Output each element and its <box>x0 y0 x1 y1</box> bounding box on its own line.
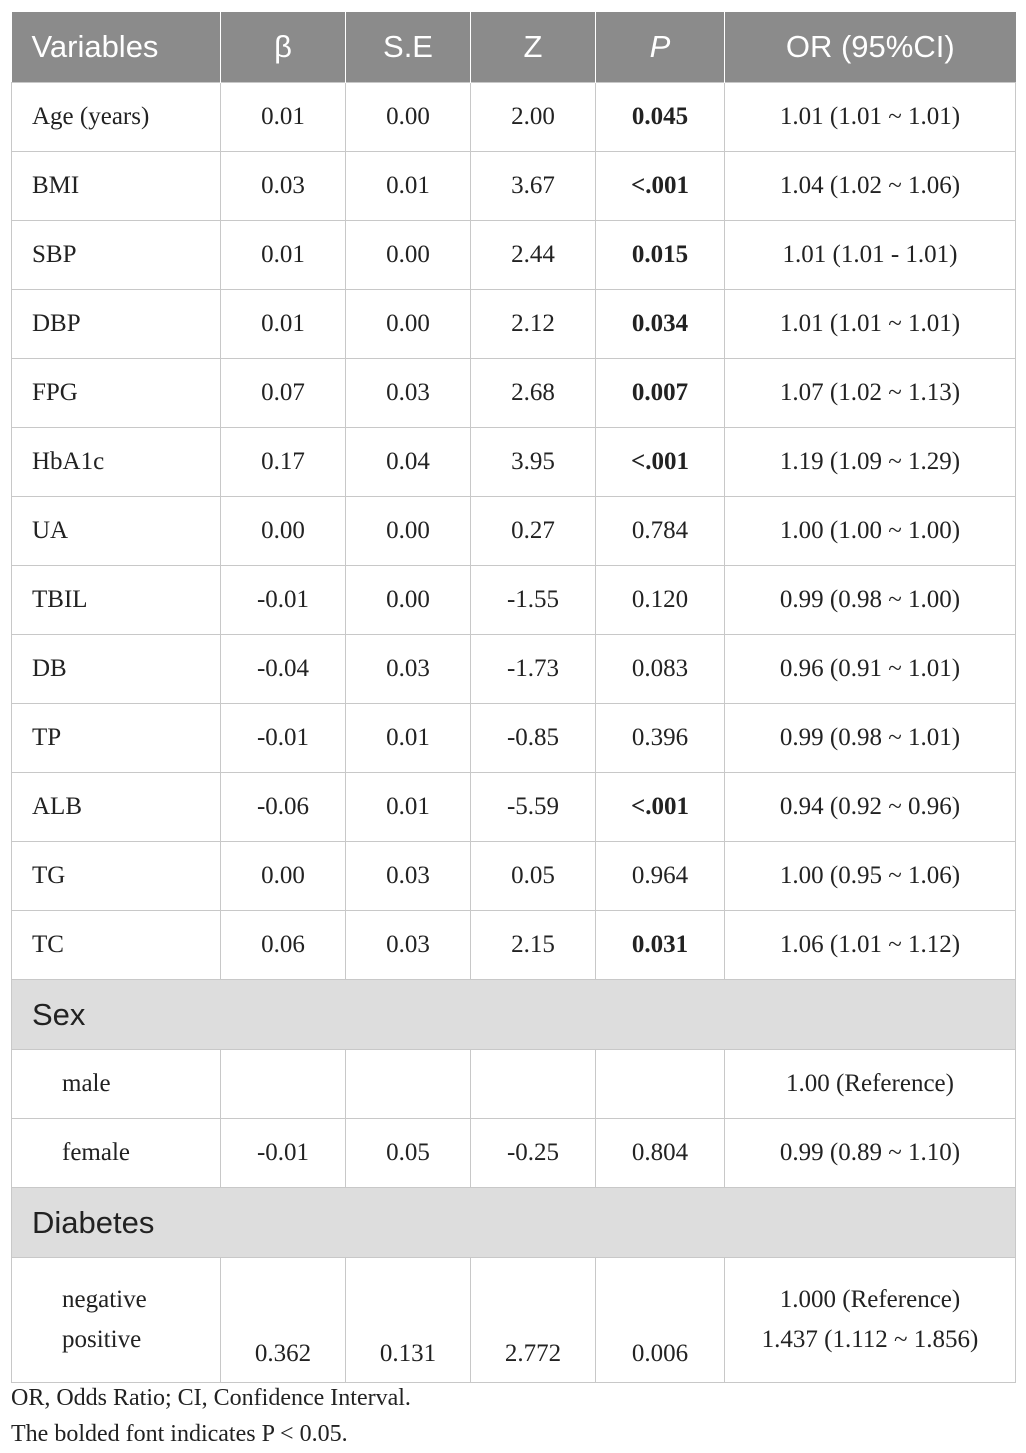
header-variables: Variables <box>12 12 221 83</box>
cell-z: 2.15 <box>471 911 596 980</box>
cell-p: 0.006 <box>596 1258 725 1383</box>
footnote-abbreviations: OR, Odds Ratio; CI, Confidence Interval. <box>11 1385 411 1411</box>
cell-z: -5.59 <box>471 773 596 842</box>
cell-se: 0.01 <box>346 773 471 842</box>
cell-or: 1.01 (1.01 ~ 1.01) <box>725 83 1016 152</box>
cell-se: 0.01 <box>346 152 471 221</box>
cell-or: 1.04 (1.02 ~ 1.06) <box>725 152 1016 221</box>
cell-se: 0.01 <box>346 704 471 773</box>
table-row <box>12 635 1016 704</box>
table-row <box>12 566 1016 635</box>
cell-p: <.001 <box>596 773 725 842</box>
table-row <box>12 842 1016 911</box>
cell-beta: 0.01 <box>221 83 346 152</box>
cell-p: 0.784 <box>596 497 725 566</box>
cell-se: 0.03 <box>346 359 471 428</box>
cell-z: 3.95 <box>471 428 596 497</box>
section-label-sex: Sex <box>12 980 1016 1050</box>
cell-variable: FPG <box>12 359 221 428</box>
cell-variable: BMI <box>12 152 221 221</box>
cell-z: -0.85 <box>471 704 596 773</box>
cell-variable: TBIL <box>12 566 221 635</box>
cell-p <box>596 1050 725 1119</box>
cell-variable: female <box>12 1119 221 1188</box>
cell-variable: DB <box>12 635 221 704</box>
cell-beta: -0.01 <box>221 1119 346 1188</box>
cell-or: 0.99 (0.98 ~ 1.01) <box>725 704 1016 773</box>
cell-beta: 0.362 <box>221 1258 346 1383</box>
cell-z: -1.55 <box>471 566 596 635</box>
table-row <box>12 290 1016 359</box>
table-row <box>12 359 1016 428</box>
or-positive: 1.437 (1.112 ~ 1.856) <box>761 1326 979 1353</box>
cell-p: <.001 <box>596 428 725 497</box>
cell-p: 0.396 <box>596 704 725 773</box>
header-row <box>12 12 1016 83</box>
cell-beta: -0.01 <box>221 704 346 773</box>
table-row <box>12 704 1016 773</box>
cell-p: 0.045 <box>596 83 725 152</box>
cell-or: 1.00 (Reference) <box>725 1050 1016 1119</box>
cell-p: <.001 <box>596 152 725 221</box>
cell-variable: TP <box>12 704 221 773</box>
cell-or: 1.01 (1.01 - 1.01) <box>725 221 1016 290</box>
cell-se <box>346 1050 471 1119</box>
header-se: S.E <box>346 12 471 83</box>
cell-se: 0.05 <box>346 1119 471 1188</box>
table-row-diabetes-levels <box>12 1258 1016 1383</box>
cell-se: 0.03 <box>346 842 471 911</box>
table-row <box>12 83 1016 152</box>
cell-beta: 0.07 <box>221 359 346 428</box>
cell-z <box>471 1050 596 1119</box>
cell-variable: HbA1c <box>12 428 221 497</box>
header-z: Z <box>471 12 596 83</box>
table-body <box>12 83 1016 980</box>
cell-p: 0.804 <box>596 1119 725 1188</box>
cell-z: 0.05 <box>471 842 596 911</box>
cell-variable: TG <box>12 842 221 911</box>
cell-variable: Age (years) <box>12 83 221 152</box>
cell-se: 0.00 <box>346 221 471 290</box>
cell-z: 3.67 <box>471 152 596 221</box>
cell-se: 0.00 <box>346 83 471 152</box>
cell-z: -0.25 <box>471 1119 596 1188</box>
cell-beta: 0.03 <box>221 152 346 221</box>
cell-se: 0.03 <box>346 635 471 704</box>
cell-variable: ALB <box>12 773 221 842</box>
cell-beta: 0.06 <box>221 911 346 980</box>
cell-beta: -0.01 <box>221 566 346 635</box>
cell-variable: SBP <box>12 221 221 290</box>
cell-beta <box>221 1050 346 1119</box>
cell-or: 1.01 (1.01 ~ 1.01) <box>725 290 1016 359</box>
cell-beta: 0.01 <box>221 221 346 290</box>
table-row <box>12 497 1016 566</box>
cell-z: -1.73 <box>471 635 596 704</box>
cell-z: 2.44 <box>471 221 596 290</box>
cell-variable: TC <box>12 911 221 980</box>
table-row <box>12 152 1016 221</box>
cell-p: 0.034 <box>596 290 725 359</box>
cell-or: 1.00 (0.95 ~ 1.06) <box>725 842 1016 911</box>
table-row <box>12 221 1016 290</box>
cell-variable: UA <box>12 497 221 566</box>
cell-beta: 0.17 <box>221 428 346 497</box>
regression-table <box>11 12 1016 1383</box>
header-beta: β <box>221 12 346 83</box>
footnote-bold: The bolded font indicates P < 0.05. <box>11 1421 348 1447</box>
cell-variable <box>12 1258 221 1383</box>
cell-se: 0.04 <box>346 428 471 497</box>
cell-beta: 0.01 <box>221 290 346 359</box>
cell-or <box>725 1258 1016 1383</box>
section-row-diabetes <box>12 1188 1016 1258</box>
or-negative: 1.000 (Reference) <box>779 1286 961 1313</box>
header-or: OR (95%CI) <box>725 12 1016 83</box>
cell-se: 0.00 <box>346 497 471 566</box>
cell-or: 0.99 (0.89 ~ 1.10) <box>725 1119 1016 1188</box>
cell-p: 0.083 <box>596 635 725 704</box>
cell-or: 0.96 (0.91 ~ 1.01) <box>725 635 1016 704</box>
cell-p: 0.007 <box>596 359 725 428</box>
cell-p: 0.120 <box>596 566 725 635</box>
cell-or: 1.00 (1.00 ~ 1.00) <box>725 497 1016 566</box>
cell-beta: -0.04 <box>221 635 346 704</box>
cell-z: 0.27 <box>471 497 596 566</box>
cell-or: 0.94 (0.92 ~ 0.96) <box>725 773 1016 842</box>
cell-p: 0.964 <box>596 842 725 911</box>
cell-p: 0.031 <box>596 911 725 980</box>
table-row <box>12 911 1016 980</box>
cell-or: 1.07 (1.02 ~ 1.13) <box>725 359 1016 428</box>
section-label-diabetes: Diabetes <box>12 1188 1016 1258</box>
table-row-male <box>12 1050 1016 1119</box>
level-positive: positive <box>62 1326 142 1353</box>
cell-se: 0.00 <box>346 290 471 359</box>
cell-or: 1.19 (1.09 ~ 1.29) <box>725 428 1016 497</box>
table-footnotes <box>11 1380 411 1452</box>
cell-se: 0.00 <box>346 566 471 635</box>
cell-z: 2.68 <box>471 359 596 428</box>
table-row-female <box>12 1119 1016 1188</box>
cell-se: 0.03 <box>346 911 471 980</box>
header-p: P <box>596 12 725 83</box>
table-row <box>12 773 1016 842</box>
section-row-sex <box>12 980 1016 1050</box>
table-row <box>12 428 1016 497</box>
cell-z: 2.12 <box>471 290 596 359</box>
level-negative: negative <box>62 1286 147 1313</box>
cell-z: 2.772 <box>471 1258 596 1383</box>
cell-beta: 0.00 <box>221 842 346 911</box>
cell-se: 0.131 <box>346 1258 471 1383</box>
cell-or: 0.99 (0.98 ~ 1.00) <box>725 566 1016 635</box>
cell-beta: -0.06 <box>221 773 346 842</box>
cell-variable: DBP <box>12 290 221 359</box>
cell-variable: male <box>12 1050 221 1119</box>
cell-p: 0.015 <box>596 221 725 290</box>
cell-z: 2.00 <box>471 83 596 152</box>
cell-or: 1.06 (1.01 ~ 1.12) <box>725 911 1016 980</box>
cell-beta: 0.00 <box>221 497 346 566</box>
